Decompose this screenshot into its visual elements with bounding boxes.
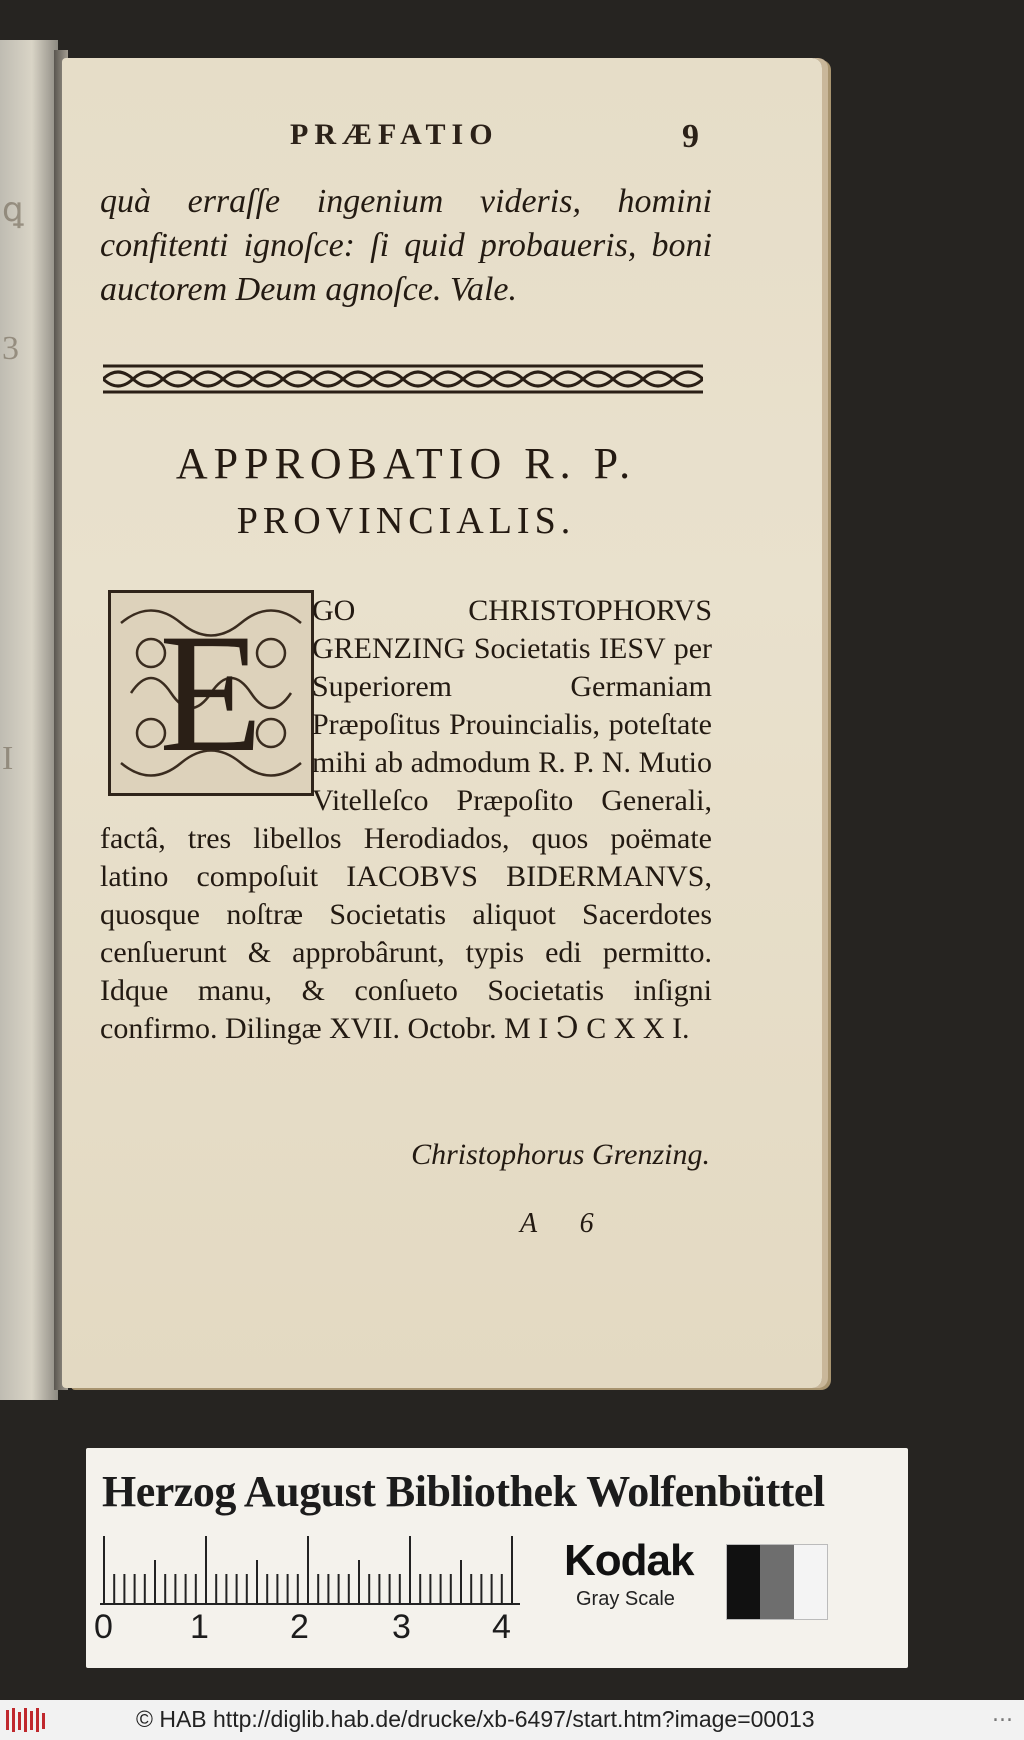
initial-letter: E — [159, 599, 263, 787]
ruler-number: 4 — [492, 1608, 511, 1646]
gray-patch-mid — [760, 1545, 793, 1619]
ruler-number: 1 — [190, 1608, 209, 1646]
preface-closing-text: quà erraſſe ingenium videris, homini confitenti ignoſce: ſi quid probaueris, boni auctorem Deum agnoſce. Vale. — [100, 183, 712, 308]
footer-bar — [0, 1700, 1024, 1740]
hab-logo-icon — [6, 1708, 46, 1732]
facing-page-edge — [0, 40, 58, 1400]
ruler-number: 3 — [392, 1608, 411, 1646]
gray-scale-patches — [726, 1544, 828, 1620]
gray-patch-dark — [727, 1545, 760, 1619]
kodak-logo: Kodak — [564, 1536, 694, 1585]
approbation-heading: APPROBATIO R. P. — [175, 439, 637, 488]
source-link[interactable]: © HAB http://diglib.hab.de/drucke/xb-6497/start.htm?image=00013 — [136, 1706, 815, 1732]
ruler-number: 0 — [94, 1608, 113, 1646]
approbation-body-text: GO CHRISTOPHORVS GRENZING Societatis IESV per Superiorem Germaniam Præpoſitus Prouincialis, poteſtate mihi ab admodum R. P. N. Mutio Vitelleſco Præpoſito Generali, factâ, tres libellos Herodiados, quos poëmate latino compoſuit IACOBVS BIDERMANVS, quosque noſtræ Societatis aliquot Sacerdotes cenſuerunt & approbârunt, typis edi permitto. Idque manu, & conſueto Societatis inſigni confirmo. Dilingæ XVII. Octobr. M I Ↄ C X X I. — [100, 594, 712, 1045]
page-number: 9 — [682, 118, 699, 155]
ruler-scale-icon — [100, 1536, 520, 1606]
facing-page-ghost-glyph: I — [2, 740, 14, 777]
signature: Christophorus Grenzing. — [411, 1138, 710, 1171]
ornamental-border-icon — [103, 358, 703, 400]
approbation-subheading: PROVINCIALIS. — [236, 500, 576, 542]
gray-scale-label: Gray Scale — [576, 1588, 675, 1610]
approbation-body — [100, 592, 712, 1048]
running-head: PRÆFATIO — [290, 118, 499, 151]
more-options-icon[interactable]: ... — [992, 1702, 1013, 1727]
ruler-number: 2 — [290, 1608, 309, 1646]
calibration-card — [86, 1448, 908, 1668]
facing-page-ghost-glyph: ꝗ — [2, 192, 24, 229]
library-name: Herzog August Bibliothek Wolfenbüttel — [102, 1467, 825, 1516]
facing-page-ghost-glyph: 3 — [2, 330, 19, 367]
gray-patch-light — [794, 1545, 827, 1619]
signature-mark: A 6 — [520, 1208, 612, 1239]
